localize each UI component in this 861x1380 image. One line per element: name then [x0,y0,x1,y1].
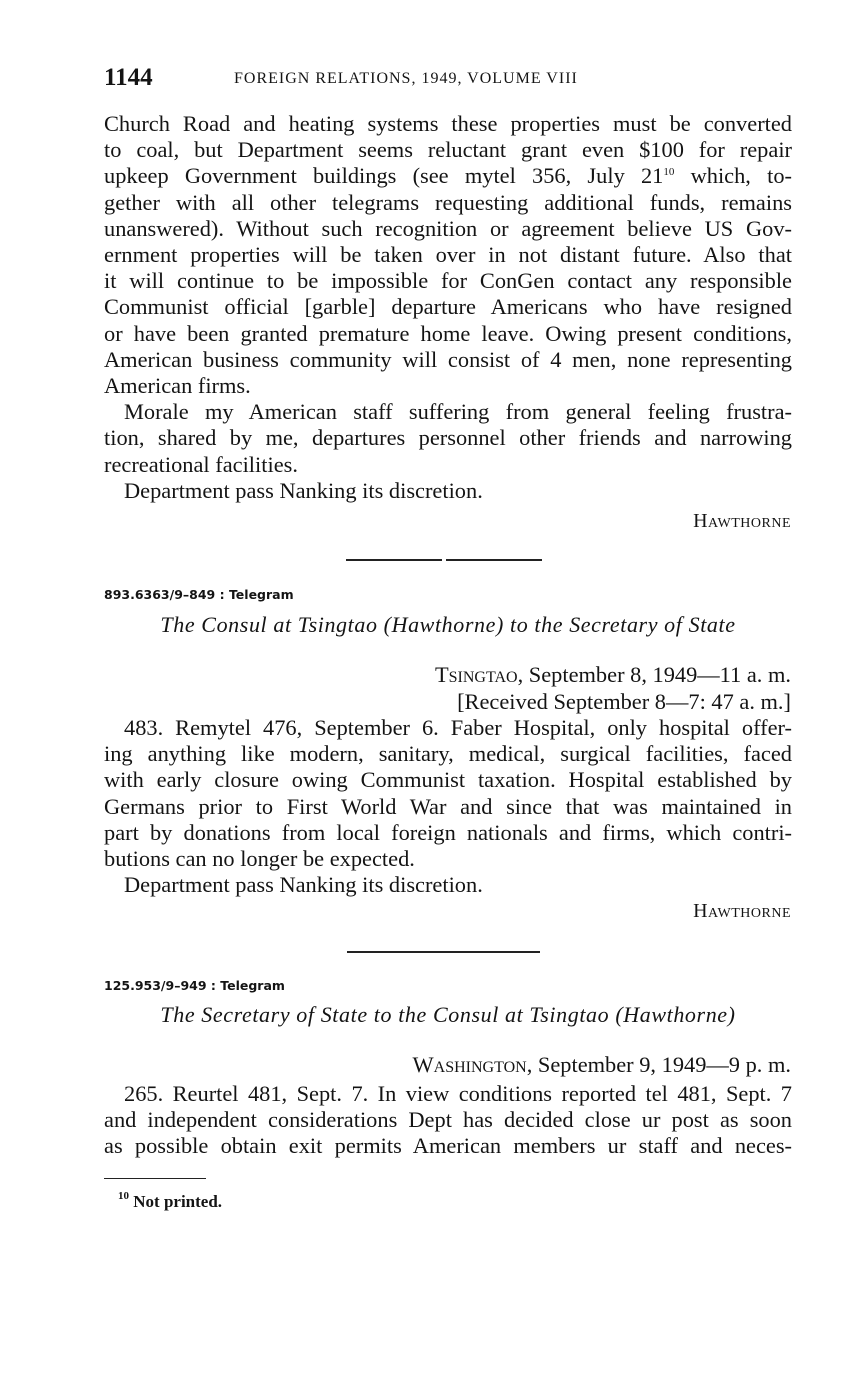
telegram-text [104,715,792,898]
dateline-place: Tsingtao [434,662,518,687]
text-span: which, to- [674,163,792,189]
footnote-marker: 10 [118,1190,129,1202]
running-head: FOREIGN RELATIONS, 1949, VOLUME VIII [234,70,578,87]
telegram-text [104,1081,792,1160]
dateline-time: , September 8, 1949—11 a. m. [517,662,791,687]
dateline [413,1051,792,1078]
continued-telegram-text [104,111,792,504]
text-line: American business community will consist of 4 men, none representing [104,346,792,372]
footnote-rule [104,1178,206,1179]
text-line: it will continue to be impossible for ConGen contact any responsible [104,268,792,294]
page-number: 1144 [104,64,153,91]
document-reference: 893.6363/9–849 : Telegram [104,587,294,602]
text-line: Communist official [garble] departure Americans who have resigned [104,294,792,320]
text-line: part by donations from local foreign nationals and firms, which contri- [104,819,792,845]
paragraph: Department pass Nanking its discretion. [124,872,483,898]
text-line: Morale my American staff suffering from general feeling frustra- [124,399,792,425]
text-line: butions can no longer be expected. [104,846,415,872]
text-line: 483. Remytel 476, September 6. Faber Hospital, only hospital offer- [124,715,792,740]
text-line: tion, shared by me, departures personnel other friends and narrowing [104,425,792,451]
text-line: and independent considerations Dept has decided close ur post as soon [104,1107,792,1133]
separator-rule [346,559,442,561]
text-line: with early closure owing Communist taxation. Hospital established by [104,767,792,793]
paragraph [104,111,792,399]
signature: Hawthorne [693,510,791,532]
text-line: gether with all other telegrams requesting additional funds, remains [104,189,792,215]
text-line: to coal, but Department seems reluctant grant even $100 for repair [104,137,792,163]
separator-rule [347,951,540,953]
text-line: Germans prior to First World War and since that was maintained in [104,793,792,819]
text-line: as possible obtain exit permits American members ur staff and neces- [104,1133,792,1159]
dateline-sent [413,1051,792,1078]
text-line: Church Road and heating systems these properties must be converted [104,111,792,136]
paragraph [104,715,792,872]
dateline-sent [435,661,791,688]
document-reference: 125.953/9–949 : Telegram [104,978,285,993]
dateline-time: , September 9, 1949—9 p. m. [526,1052,791,1077]
paragraph [104,399,792,478]
text-span: upkeep Government buildings (see mytel 356, July 21 [104,163,664,189]
text-line: ernment properties will be taken over in not distant future. Also that [104,242,792,268]
paragraph [104,1081,792,1160]
footnote [118,1192,222,1212]
text-line: ing anything like modern, sanitary, medical, surgical facilities, faced [104,741,792,767]
received-line: [Received September 8—7: 47 a. m.] [457,689,791,714]
separator-rule [446,559,542,561]
document-title: The Consul at Tsingtao (Hawthorne) to the Secretary of State [160,612,736,637]
text-line: 265. Reurtel 481, Sept. 7. In view conditions reported tel 481, Sept. 7 [124,1081,792,1106]
footnote-text: Not printed. [133,1192,223,1211]
text-line [104,163,792,189]
dateline-place: Washington [412,1052,527,1077]
text-line: unanswered). Without such recognition or agreement believe US Gov- [104,215,792,241]
document-title: The Secretary of State to the Consul at Tsingtao (Hawthorne) [160,1002,736,1027]
dateline [435,661,791,715]
text-line: American firms. [104,373,251,399]
footnote-ref: 10 [663,166,675,179]
text-line: or have been granted premature home leave. Owing present conditions, [104,320,792,346]
signature: Hawthorne [693,900,791,922]
text-line: recreational facilities. [104,451,298,477]
page-header [104,64,794,94]
paragraph: Department pass Nanking its discretion. [124,477,483,503]
